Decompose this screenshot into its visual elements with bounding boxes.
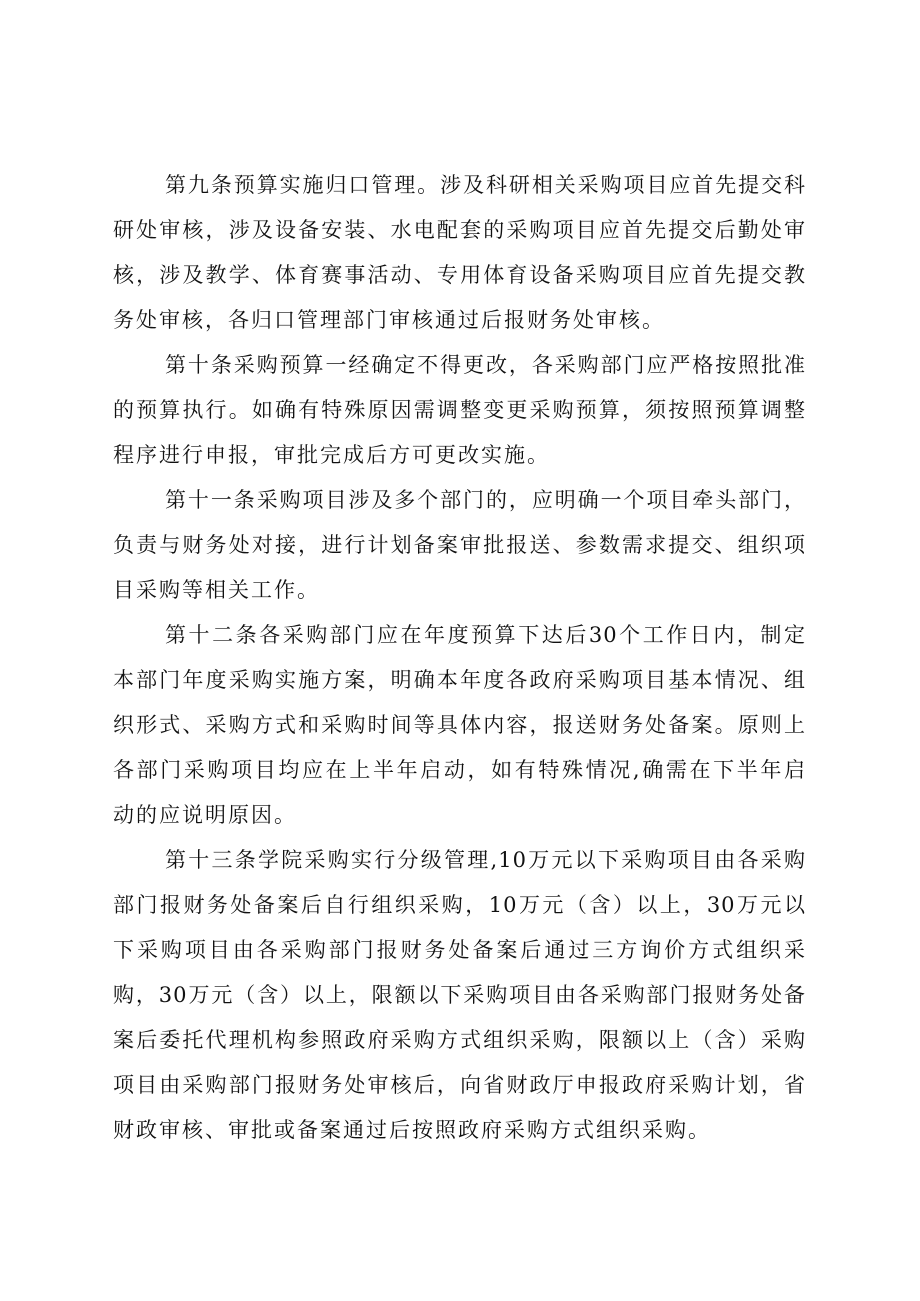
paragraph-line: 第十条采购预算一经确定不得更改，各采购部门应严格按照批准 (165, 353, 806, 377)
paragraph-line: 本部门年度采购实施方案，明确本年度各政府采购项目基本情况、组 (113, 668, 806, 692)
paragraph-line: 核，涉及教学、体育赛事活动、专用体育设备采购项目应首先提交教 (113, 263, 806, 287)
paragraph-line: 程序进行申报，审批完成后方可更改实施。 (113, 443, 550, 467)
paragraph-line: 织形式、采购方式和采购时间等具体内容，报送财务处备案。原则上 (113, 713, 806, 737)
paragraph-line: 各部门采购项目均应在上半年启动，如有特殊情况,确需在下半年启 (113, 758, 806, 782)
paragraph-line: 研处审核，涉及设备安装、水电配套的采购项目应首先提交后勤处审 (113, 218, 806, 242)
paragraph-line: 务处审核，各归口管理部门审核通过后报财务处审核。 (113, 308, 665, 332)
paragraph-line: 的预算执行。如确有特殊原因需调整变更采购预算，须按照预算调整 (113, 398, 806, 422)
document-body (113, 163, 806, 1153)
paragraph-line: 财政审核、审批或备案通过后按照政府采购方式组织采购。 (113, 1118, 711, 1142)
article-paragraph-11 (113, 478, 806, 613)
article-paragraph-9 (113, 163, 806, 343)
paragraph-line: 第十二条各采购部门应在年度预算下达后30个工作日内，制定 (165, 623, 806, 647)
paragraph-line: 第十一条采购项目涉及多个部门的，应明确一个项目牵头部门， (165, 488, 806, 512)
paragraph-line: 目采购等相关工作。 (113, 578, 320, 602)
paragraph-line: 动的应说明原因。 (113, 803, 297, 827)
paragraph-line: 案后委托代理机构参照政府采购方式组织采购，限额以上（含）采购 (113, 1028, 806, 1052)
article-paragraph-13 (113, 838, 806, 1153)
article-paragraph-12 (113, 613, 806, 838)
paragraph-line: 项目由采购部门报财务处审核后，向省财政厅申报政府采购计划，省 (113, 1073, 806, 1097)
paragraph-line: 部门报财务处备案后自行组织采购，10万元（含）以上，30万元以 (113, 893, 806, 917)
paragraph-line: 第九条预算实施归口管理。涉及科研相关采购项目应首先提交科 (165, 173, 806, 197)
paragraph-line: 购，30万元（含）以上，限额以下采购项目由各采购部门报财务处备 (113, 983, 806, 1007)
paragraph-line: 下采购项目由各采购部门报财务处备案后通过三方询价方式组织采 (113, 938, 806, 962)
paragraph-line: 第十三条学院采购实行分级管理,10万元以下采购项目由各采购 (165, 848, 806, 872)
paragraph-line: 负责与财务处对接，进行计划备案审批报送、参数需求提交、组织项 (113, 533, 806, 557)
article-paragraph-10 (113, 343, 806, 478)
